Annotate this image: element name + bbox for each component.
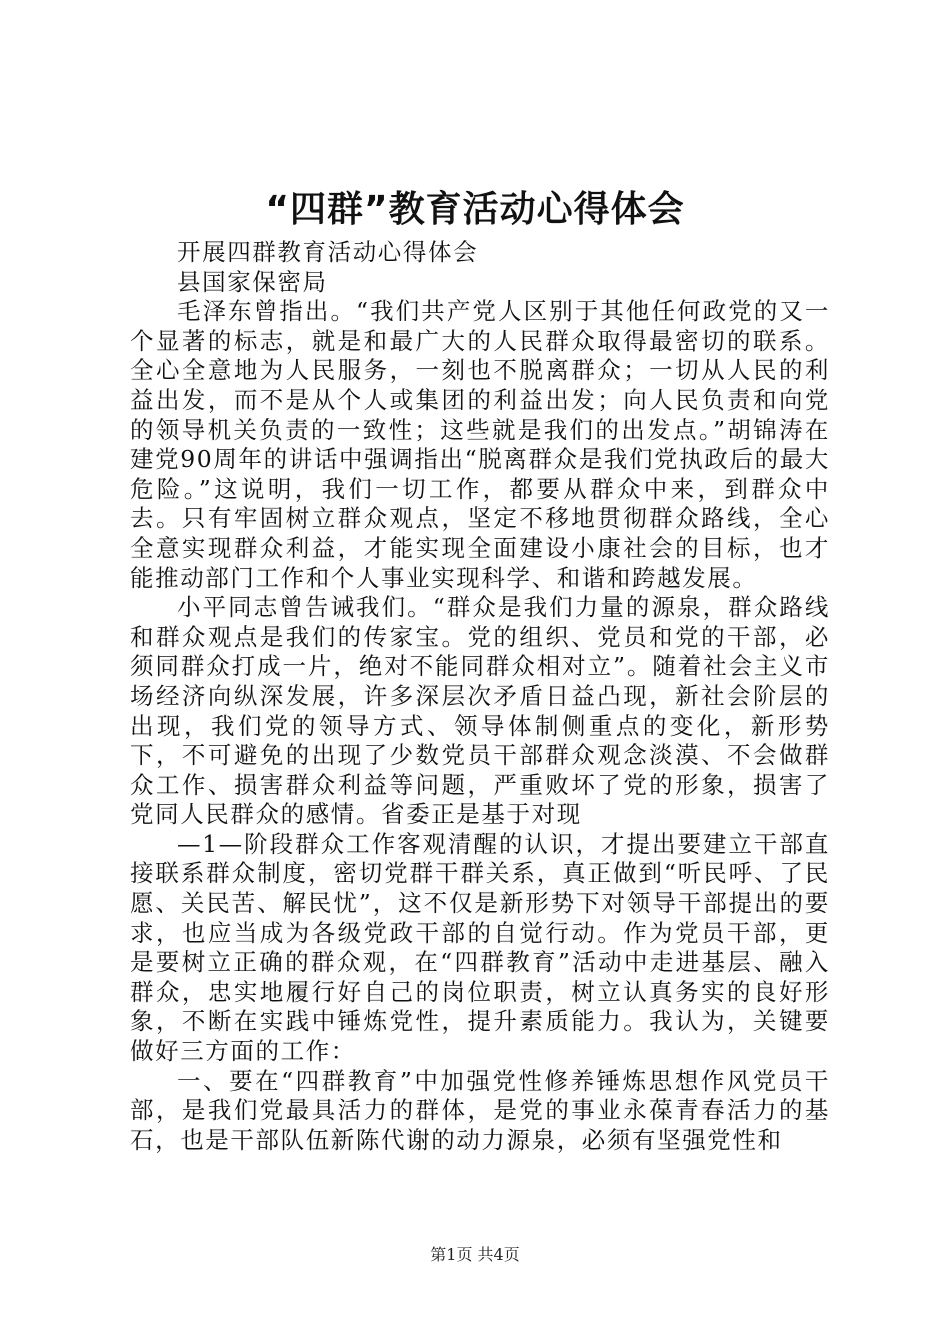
document-title: “四群”教育活动心得体会 <box>265 189 685 230</box>
paragraph-author: 县国家保密局 <box>177 267 328 296</box>
page-footer: 第1页 共4页 <box>430 1245 520 1264</box>
paragraph-1: 毛泽东曾指出。“我们共产党人区别于其他任何政党的又一个显著的标志，就是和最广大的人民群众取得最密切的联系。全心全意地为人民服务，一刻也不脱离群众；一切从人民的利益出发，而不是从个人或集团的利益出发；向人民负责和向党的领导机关负责的一致性；这些就是我们的出发点。”胡锦涛在建党90周年的讲话中强调指出“脱离群众是我们党执政后的最大危险。”这说明，我们一切工作，都要从群众中来，到群众中去。只有牢固树立群众观点，坚定不移地贯彻群众路线，全心全意实现群众利益，才能实现全面建设小康社会的目标，也才能推动部门工作和个人事业实现科学、和谐和跨越发展。 <box>130 297 830 592</box>
paragraph-3: —1—阶段群众工作客观清醒的认识，才提出要建立干部直接联系群众制度，密切党群干群关系，真正做到“听民呼、了民愿、关民苦、解民忧”，这不仅是新形势下对领导干部提出的要求，也应当成为各级党政干部的自觉行动。作为党员干部，更是要树立正确的群众观，在“四群教育”活动中走进基层、融入群众，忠实地履行好自己的岗位职责，树立认真务实的良好形象，不断在实践中锤炼党性，提升素质能力。我认为，关键要做好三方面的工作： <box>130 829 830 1066</box>
document-body <box>130 238 830 1155</box>
paragraph-subtitle: 开展四群教育活动心得体会 <box>177 238 479 266</box>
paragraph-4: 一、要在“四群教育”中加强党性修养锤炼思想作风党员干部，是我们党最具活力的群体，是党的事业永葆青春活力的基石，也是干部队伍新陈代谢的动力源泉，必须有坚强党性和 <box>130 1066 830 1154</box>
paragraph-2: 小平同志曾告诫我们。“群众是我们力量的源泉，群众路线和群众观点是我们的传家宝。党的组织、党员和党的干部，必须同群众打成一片，绝对不能同群众相对立”。随着社会主义市场经济向纵深发展，许多深层次矛盾日益凸现，新社会阶层的出现，我们党的领导方式、领导体制侧重点的变化，新形势下，不可避免的出现了少数党员干部群众观念淡漠、不会做群众工作、损害群众利益等问题，严重败坏了党的形象，损害了党同人民群众的感情。省委正是基于对现 <box>130 593 830 829</box>
